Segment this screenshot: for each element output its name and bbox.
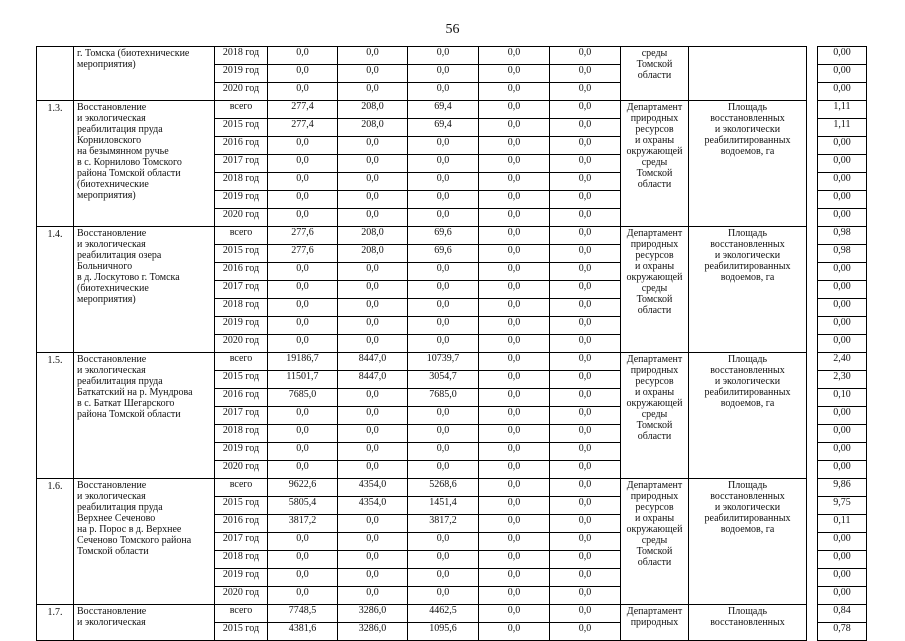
- spacer-cell: [807, 461, 818, 479]
- federal-cell: 208,0: [338, 101, 408, 119]
- spacer-cell: [807, 191, 818, 209]
- indicator-value: 0,00: [818, 407, 867, 425]
- federal-cell: 0,0: [338, 425, 408, 443]
- item-name: г. Томска (биотехнические мероприятия): [74, 47, 215, 101]
- responsible-department: Департамент природных: [621, 605, 689, 641]
- indicator-name: Площадь восстановленных и экологически реабилитированных водоемов, га: [689, 227, 807, 353]
- spacer-cell: [807, 497, 818, 515]
- indicator-value: 0,98: [818, 227, 867, 245]
- extra-cell: 0,0: [550, 371, 621, 389]
- extra-cell: 0,0: [550, 137, 621, 155]
- spacer-cell: [807, 407, 818, 425]
- spacer-cell: [807, 245, 818, 263]
- item-index: 1.6.: [37, 479, 74, 605]
- total-cell: 0,0: [268, 533, 338, 551]
- total-cell: 0,0: [268, 461, 338, 479]
- extra-cell: 0,0: [550, 353, 621, 371]
- spacer-cell: [807, 137, 818, 155]
- year-cell: 2020 год: [215, 335, 268, 353]
- spacer-cell: [807, 101, 818, 119]
- federal-cell: 0,0: [338, 551, 408, 569]
- regional-cell: 0,0: [408, 425, 479, 443]
- indicator-value: 0,00: [818, 425, 867, 443]
- item-name: Восстановление и экологическая реабилитация пруда Баткатский на р. Мундрова в с. Баткат Шегарского района Томской области: [74, 353, 215, 479]
- federal-cell: 0,0: [338, 533, 408, 551]
- federal-cell: 0,0: [338, 191, 408, 209]
- total-cell: 0,0: [268, 155, 338, 173]
- federal-cell: 0,0: [338, 461, 408, 479]
- regional-cell: 0,0: [408, 299, 479, 317]
- table-row: [37, 227, 867, 245]
- regional-cell: 0,0: [408, 173, 479, 191]
- extra-cell: 0,0: [550, 101, 621, 119]
- federal-cell: 0,0: [338, 209, 408, 227]
- regional-cell: 0,0: [408, 461, 479, 479]
- indicator-value: 0,00: [818, 281, 867, 299]
- item-name: Восстановление и экологическая реабилитация пруда Верхнее Сеченово на р. Порос в д. Верхнее Сеченово Томского района Томской области: [74, 479, 215, 605]
- total-cell: 0,0: [268, 281, 338, 299]
- extra-cell: 0,0: [550, 389, 621, 407]
- total-cell: 0,0: [268, 191, 338, 209]
- federal-cell: 0,0: [338, 47, 408, 65]
- year-cell: 2019 год: [215, 443, 268, 461]
- year-cell: 2016 год: [215, 263, 268, 281]
- extra-cell: 0,0: [550, 245, 621, 263]
- local-cell: 0,0: [479, 533, 550, 551]
- indicator-value: 9,75: [818, 497, 867, 515]
- year-cell: 2015 год: [215, 623, 268, 641]
- indicator-value: 1,11: [818, 101, 867, 119]
- total-cell: 11501,7: [268, 371, 338, 389]
- extra-cell: 0,0: [550, 83, 621, 101]
- total-cell: 0,0: [268, 65, 338, 83]
- spacer-cell: [807, 317, 818, 335]
- indicator-name: [689, 47, 807, 101]
- indicator-name: Площадь восстановленных и экологически реабилитированных водоемов, га: [689, 479, 807, 605]
- spacer-cell: [807, 479, 818, 497]
- item-name: Восстановление и экологическая реабилитация озера Больничного в д. Лоскутово г. Томска (биотехнические мероприятия): [74, 227, 215, 353]
- spacer-cell: [807, 65, 818, 83]
- item-index: 1.5.: [37, 353, 74, 479]
- local-cell: 0,0: [479, 623, 550, 641]
- extra-cell: 0,0: [550, 263, 621, 281]
- extra-cell: 0,0: [550, 335, 621, 353]
- year-cell: 2017 год: [215, 155, 268, 173]
- year-cell: 2018 год: [215, 425, 268, 443]
- federal-cell: 0,0: [338, 317, 408, 335]
- total-cell: 0,0: [268, 425, 338, 443]
- indicator-value: 0,00: [818, 335, 867, 353]
- item-index: 1.4.: [37, 227, 74, 353]
- local-cell: 0,0: [479, 245, 550, 263]
- year-cell: 2017 год: [215, 407, 268, 425]
- regional-cell: 0,0: [408, 317, 479, 335]
- extra-cell: 0,0: [550, 191, 621, 209]
- year-cell: 2015 год: [215, 371, 268, 389]
- item-name: Восстановление и экологическая реабилитация пруда Корниловского на безымянном ручье в с. Корнилово Томского района Томской области (биотехнические мероприятия): [74, 101, 215, 227]
- federal-cell: 8447,0: [338, 353, 408, 371]
- item-index: 1.3.: [37, 101, 74, 227]
- spacer-cell: [807, 551, 818, 569]
- year-cell: 2020 год: [215, 209, 268, 227]
- federal-cell: 3286,0: [338, 605, 408, 623]
- regional-cell: 3054,7: [408, 371, 479, 389]
- spacer-cell: [807, 155, 818, 173]
- federal-cell: 208,0: [338, 227, 408, 245]
- indicator-name: Площадь восстановленных: [689, 605, 807, 641]
- indicator-value: 0,00: [818, 551, 867, 569]
- local-cell: 0,0: [479, 551, 550, 569]
- indicator-value: 0,10: [818, 389, 867, 407]
- spacer-cell: [807, 281, 818, 299]
- spacer-cell: [807, 569, 818, 587]
- total-cell: 7685,0: [268, 389, 338, 407]
- regional-cell: 69,4: [408, 101, 479, 119]
- local-cell: 0,0: [479, 353, 550, 371]
- spacer-cell: [807, 173, 818, 191]
- extra-cell: 0,0: [550, 209, 621, 227]
- responsible-department: Департамент природных ресурсов и охраны окружающей среды Томской области: [621, 227, 689, 353]
- year-cell: 2018 год: [215, 47, 268, 65]
- regional-cell: 0,0: [408, 155, 479, 173]
- indicator-value: 0,00: [818, 209, 867, 227]
- indicator-value: 0,00: [818, 533, 867, 551]
- total-cell: 0,0: [268, 299, 338, 317]
- local-cell: 0,0: [479, 155, 550, 173]
- federal-cell: 0,0: [338, 173, 408, 191]
- total-cell: 0,0: [268, 83, 338, 101]
- regional-cell: 69,4: [408, 119, 479, 137]
- indicator-name: Площадь восстановленных и экологически реабилитированных водоемов, га: [689, 101, 807, 227]
- extra-cell: 0,0: [550, 47, 621, 65]
- year-cell: 2015 год: [215, 119, 268, 137]
- federal-cell: 0,0: [338, 407, 408, 425]
- indicator-value: 0,00: [818, 47, 867, 65]
- local-cell: 0,0: [479, 173, 550, 191]
- total-cell: 0,0: [268, 47, 338, 65]
- year-cell: 2018 год: [215, 551, 268, 569]
- total-cell: 277,4: [268, 119, 338, 137]
- table-row: [37, 353, 867, 371]
- federal-cell: 0,0: [338, 281, 408, 299]
- spacer-cell: [807, 263, 818, 281]
- item-index: [37, 47, 74, 101]
- regional-cell: 0,0: [408, 335, 479, 353]
- year-cell: 2019 год: [215, 65, 268, 83]
- local-cell: 0,0: [479, 317, 550, 335]
- extra-cell: 0,0: [550, 155, 621, 173]
- indicator-value: 0,00: [818, 263, 867, 281]
- federal-cell: 0,0: [338, 263, 408, 281]
- regional-cell: 1095,6: [408, 623, 479, 641]
- extra-cell: 0,0: [550, 569, 621, 587]
- spacer-cell: [807, 227, 818, 245]
- spacer-cell: [807, 389, 818, 407]
- federal-cell: 0,0: [338, 335, 408, 353]
- year-cell: всего: [215, 353, 268, 371]
- year-cell: 2019 год: [215, 317, 268, 335]
- extra-cell: 0,0: [550, 317, 621, 335]
- spacer-cell: [807, 587, 818, 605]
- total-cell: 0,0: [268, 551, 338, 569]
- spacer-cell: [807, 515, 818, 533]
- indicator-name: Площадь восстановленных и экологически реабилитированных водоемов, га: [689, 353, 807, 479]
- table-row: [37, 101, 867, 119]
- spacer-cell: [807, 335, 818, 353]
- responsible-department: Департамент природных ресурсов и охраны окружающей среды Томской области: [621, 353, 689, 479]
- extra-cell: 0,0: [550, 605, 621, 623]
- table-row: [37, 605, 867, 623]
- table-row: [37, 47, 867, 65]
- indicator-value: 0,00: [818, 569, 867, 587]
- year-cell: всего: [215, 479, 268, 497]
- extra-cell: 0,0: [550, 533, 621, 551]
- year-cell: 2017 год: [215, 533, 268, 551]
- regional-cell: 0,0: [408, 191, 479, 209]
- federal-cell: 4354,0: [338, 497, 408, 515]
- regional-cell: 0,0: [408, 443, 479, 461]
- indicator-value: 9,86: [818, 479, 867, 497]
- federal-cell: 4354,0: [338, 479, 408, 497]
- local-cell: 0,0: [479, 461, 550, 479]
- local-cell: 0,0: [479, 497, 550, 515]
- indicator-value: 0,00: [818, 173, 867, 191]
- federal-cell: 0,0: [338, 587, 408, 605]
- total-cell: 0,0: [268, 443, 338, 461]
- extra-cell: 0,0: [550, 299, 621, 317]
- regional-cell: 1451,4: [408, 497, 479, 515]
- local-cell: 0,0: [479, 335, 550, 353]
- federal-cell: 0,0: [338, 155, 408, 173]
- regional-cell: 0,0: [408, 551, 479, 569]
- indicator-value: 0,98: [818, 245, 867, 263]
- extra-cell: 0,0: [550, 479, 621, 497]
- responsible-department: Департамент природных ресурсов и охраны окружающей среды Томской области: [621, 479, 689, 605]
- regional-cell: 3817,2: [408, 515, 479, 533]
- year-cell: 2017 год: [215, 281, 268, 299]
- local-cell: 0,0: [479, 191, 550, 209]
- page-number: 56: [445, 22, 460, 37]
- extra-cell: 0,0: [550, 227, 621, 245]
- total-cell: 0,0: [268, 173, 338, 191]
- spacer-cell: [807, 533, 818, 551]
- regional-cell: 0,0: [408, 137, 479, 155]
- federal-cell: 0,0: [338, 569, 408, 587]
- year-cell: 2015 год: [215, 497, 268, 515]
- regional-cell: 0,0: [408, 587, 479, 605]
- local-cell: 0,0: [479, 587, 550, 605]
- total-cell: 0,0: [268, 209, 338, 227]
- total-cell: 5805,4: [268, 497, 338, 515]
- regional-cell: 4462,5: [408, 605, 479, 623]
- federal-cell: 0,0: [338, 83, 408, 101]
- extra-cell: 0,0: [550, 425, 621, 443]
- local-cell: 0,0: [479, 389, 550, 407]
- total-cell: 277,6: [268, 245, 338, 263]
- responsible-department: среды Томской области: [621, 47, 689, 101]
- extra-cell: 0,0: [550, 497, 621, 515]
- spacer-cell: [807, 353, 818, 371]
- indicator-value: 0,00: [818, 587, 867, 605]
- year-cell: всего: [215, 605, 268, 623]
- local-cell: 0,0: [479, 569, 550, 587]
- spacer-cell: [807, 83, 818, 101]
- federal-cell: 3286,0: [338, 623, 408, 641]
- spacer-cell: [807, 425, 818, 443]
- year-cell: 2018 год: [215, 299, 268, 317]
- regional-cell: 0,0: [408, 47, 479, 65]
- extra-cell: 0,0: [550, 623, 621, 641]
- local-cell: 0,0: [479, 425, 550, 443]
- year-cell: 2020 год: [215, 461, 268, 479]
- local-cell: 0,0: [479, 407, 550, 425]
- federal-cell: 0,0: [338, 137, 408, 155]
- spacer-cell: [807, 299, 818, 317]
- local-cell: 0,0: [479, 137, 550, 155]
- extra-cell: 0,0: [550, 515, 621, 533]
- indicator-value: 0,00: [818, 65, 867, 83]
- total-cell: 0,0: [268, 137, 338, 155]
- local-cell: 0,0: [479, 47, 550, 65]
- local-cell: 0,0: [479, 83, 550, 101]
- extra-cell: 0,0: [550, 587, 621, 605]
- regional-cell: 0,0: [408, 263, 479, 281]
- local-cell: 0,0: [479, 227, 550, 245]
- indicator-value: 1,11: [818, 119, 867, 137]
- item-index: 1.7.: [37, 605, 74, 641]
- local-cell: 0,0: [479, 101, 550, 119]
- regional-cell: 10739,7: [408, 353, 479, 371]
- indicator-value: 2,40: [818, 353, 867, 371]
- extra-cell: 0,0: [550, 551, 621, 569]
- extra-cell: 0,0: [550, 407, 621, 425]
- local-cell: 0,0: [479, 605, 550, 623]
- spacer-cell: [807, 443, 818, 461]
- indicator-value: 0,00: [818, 191, 867, 209]
- regional-cell: 0,0: [408, 281, 479, 299]
- regional-cell: 69,6: [408, 245, 479, 263]
- total-cell: 3817,2: [268, 515, 338, 533]
- total-cell: 0,0: [268, 587, 338, 605]
- extra-cell: 0,0: [550, 461, 621, 479]
- spacer-cell: [807, 119, 818, 137]
- total-cell: 9622,6: [268, 479, 338, 497]
- extra-cell: 0,0: [550, 443, 621, 461]
- indicator-value: 0,00: [818, 461, 867, 479]
- indicator-value: 0,00: [818, 299, 867, 317]
- local-cell: 0,0: [479, 515, 550, 533]
- federal-cell: 0,0: [338, 389, 408, 407]
- spacer-cell: [807, 623, 818, 641]
- federal-cell: 0,0: [338, 65, 408, 83]
- regional-cell: 0,0: [408, 83, 479, 101]
- indicator-value: 0,11: [818, 515, 867, 533]
- year-cell: 2019 год: [215, 191, 268, 209]
- indicator-value: 0,78: [818, 623, 867, 641]
- regional-cell: 7685,0: [408, 389, 479, 407]
- indicator-value: 0,84: [818, 605, 867, 623]
- year-cell: 2016 год: [215, 515, 268, 533]
- indicator-value: 0,00: [818, 443, 867, 461]
- regional-cell: 0,0: [408, 209, 479, 227]
- year-cell: 2018 год: [215, 173, 268, 191]
- indicator-value: 0,00: [818, 137, 867, 155]
- regional-cell: 5268,6: [408, 479, 479, 497]
- regional-cell: 0,0: [408, 533, 479, 551]
- year-cell: 2019 год: [215, 569, 268, 587]
- local-cell: 0,0: [479, 443, 550, 461]
- year-cell: всего: [215, 227, 268, 245]
- year-cell: 2016 год: [215, 137, 268, 155]
- local-cell: 0,0: [479, 371, 550, 389]
- total-cell: 7748,5: [268, 605, 338, 623]
- indicator-value: 0,00: [818, 317, 867, 335]
- local-cell: 0,0: [479, 119, 550, 137]
- total-cell: 0,0: [268, 317, 338, 335]
- total-cell: 19186,7: [268, 353, 338, 371]
- regional-cell: 0,0: [408, 65, 479, 83]
- year-cell: 2020 год: [215, 83, 268, 101]
- total-cell: 0,0: [268, 569, 338, 587]
- regional-cell: 69,6: [408, 227, 479, 245]
- regional-cell: 0,0: [408, 569, 479, 587]
- federal-cell: 208,0: [338, 245, 408, 263]
- regional-cell: 0,0: [408, 407, 479, 425]
- indicator-value: 0,00: [818, 155, 867, 173]
- local-cell: 0,0: [479, 479, 550, 497]
- federal-cell: 0,0: [338, 443, 408, 461]
- total-cell: 0,0: [268, 335, 338, 353]
- federal-cell: 208,0: [338, 119, 408, 137]
- year-cell: 2016 год: [215, 389, 268, 407]
- federal-cell: 0,0: [338, 515, 408, 533]
- total-cell: 277,4: [268, 101, 338, 119]
- extra-cell: 0,0: [550, 173, 621, 191]
- local-cell: 0,0: [479, 299, 550, 317]
- total-cell: 0,0: [268, 263, 338, 281]
- extra-cell: 0,0: [550, 281, 621, 299]
- total-cell: 4381,6: [268, 623, 338, 641]
- spacer-cell: [807, 605, 818, 623]
- local-cell: 0,0: [479, 65, 550, 83]
- indicator-value: 2,30: [818, 371, 867, 389]
- responsible-department: Департамент природных ресурсов и охраны окружающей среды Томской области: [621, 101, 689, 227]
- indicator-value: 0,00: [818, 83, 867, 101]
- total-cell: 0,0: [268, 407, 338, 425]
- local-cell: 0,0: [479, 281, 550, 299]
- federal-cell: 8447,0: [338, 371, 408, 389]
- spacer-cell: [807, 47, 818, 65]
- extra-cell: 0,0: [550, 119, 621, 137]
- year-cell: 2015 год: [215, 245, 268, 263]
- item-name: Восстановление и экологическая: [74, 605, 215, 641]
- total-cell: 277,6: [268, 227, 338, 245]
- spacer-cell: [807, 209, 818, 227]
- extra-cell: 0,0: [550, 65, 621, 83]
- table-row: [37, 479, 867, 497]
- budget-table: [36, 46, 867, 641]
- federal-cell: 0,0: [338, 299, 408, 317]
- spacer-cell: [807, 371, 818, 389]
- local-cell: 0,0: [479, 209, 550, 227]
- local-cell: 0,0: [479, 263, 550, 281]
- year-cell: всего: [215, 101, 268, 119]
- year-cell: 2020 год: [215, 587, 268, 605]
